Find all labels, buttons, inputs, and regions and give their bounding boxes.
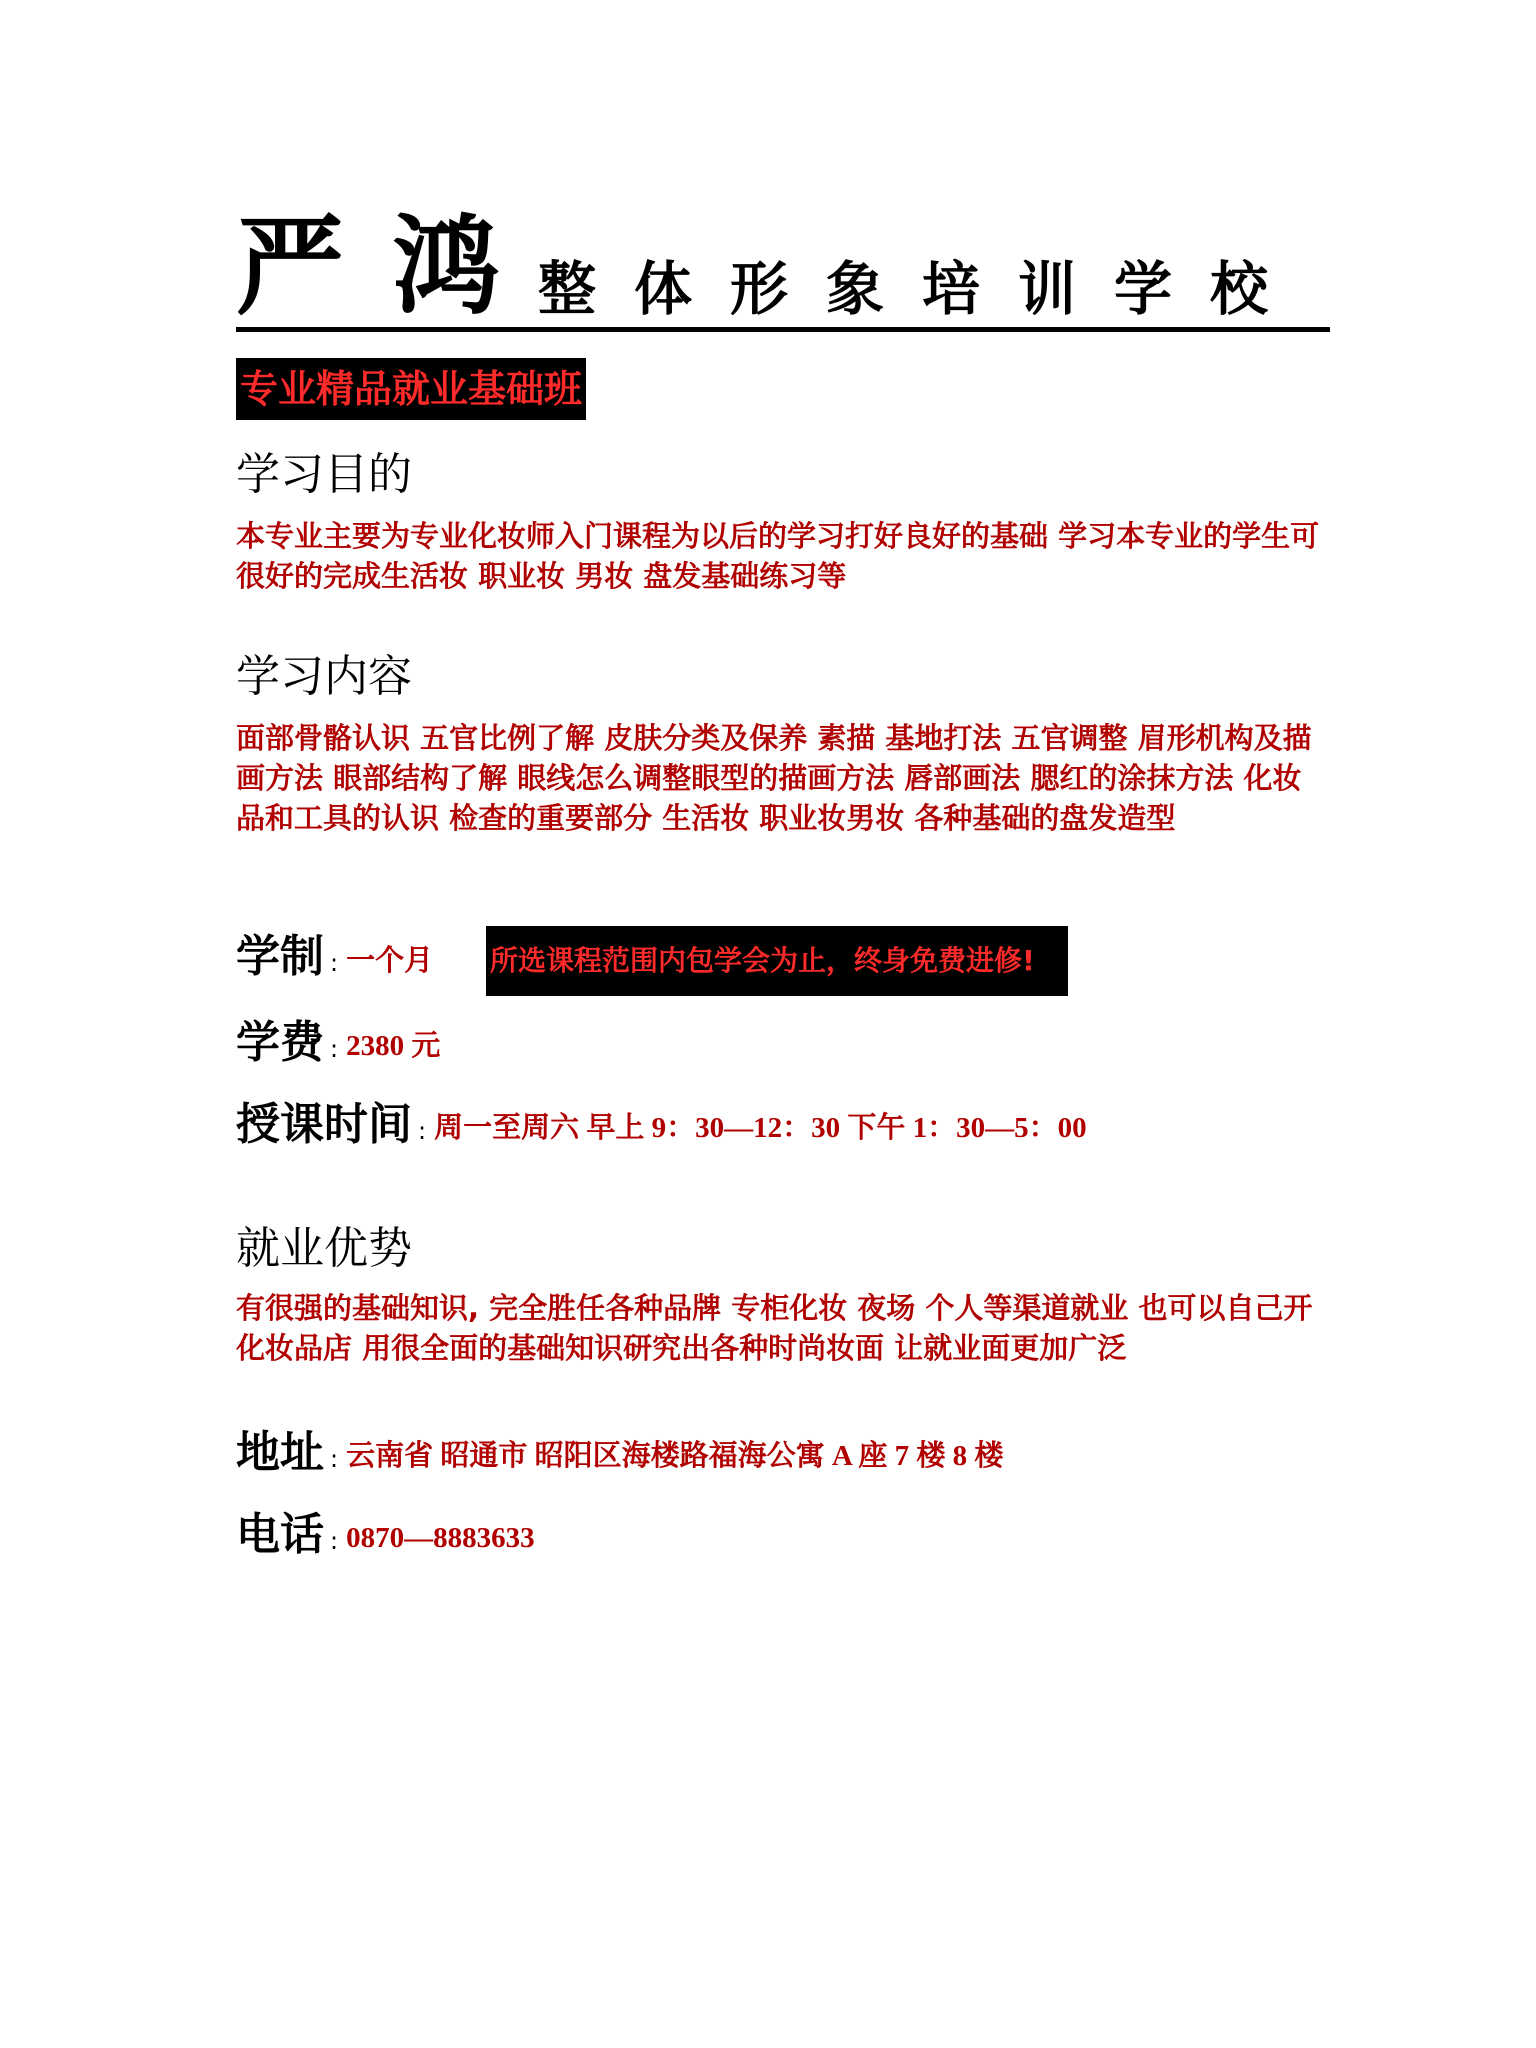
content-body: 面部骨骼认识 五官比例了解 皮肤分类及保养 素描 基地打法 五官调整 眉形机构及描画方法 眼部结构了解 眼线怎么调整眼型的描画方法 唇部画法 腮红的涂抹方法 化妆品和工具的认识 检查的重要部分 生活妆 职业妆男妆 各种基础的盘发造型	[236, 721, 1312, 835]
content-heading: 学习内容	[236, 651, 412, 702]
class-badge: 专业精品就业基础班	[236, 358, 586, 420]
phone-value: 0870—8883633	[346, 1522, 535, 1554]
school-title	[236, 205, 1330, 332]
employment-body: 有很强的基础知识, 完全胜任各种品牌 专柜化妆 夜场 个人等渠道就业 也可以自己开化妆品店 用很全面的基础知识研究出各种时尚妆面 让就业面更加广泛	[236, 1291, 1313, 1365]
address-row	[236, 1426, 1003, 1480]
fee-value: 2380 元	[346, 1030, 441, 1062]
duration-row	[236, 930, 433, 984]
schedule-label: 授课时间	[236, 1099, 412, 1150]
address-colon: :	[330, 1445, 339, 1473]
duration-value: 一个月	[346, 943, 434, 977]
phone-label: 电话	[236, 1509, 324, 1560]
school-subtitle: 整体形象培训学校	[538, 255, 1307, 323]
employment-heading: 就业优势	[236, 1223, 412, 1274]
phone-row	[236, 1508, 535, 1562]
purpose-heading: 学习目的	[236, 449, 412, 500]
schedule-value: 周一至周六 早上 9：30—12：30 下午 1：30—5：00	[434, 1112, 1087, 1144]
duration-colon: :	[330, 949, 339, 977]
fee-row	[236, 1016, 440, 1070]
schedule-row	[236, 1098, 1087, 1152]
address-label: 地址	[236, 1427, 324, 1478]
promo-badge: 所选课程范围内包学会为止，终身免费进修!	[486, 926, 1068, 996]
duration-label: 学制	[236, 931, 324, 982]
fee-label: 学费	[236, 1017, 324, 1068]
schedule-colon: :	[418, 1117, 427, 1145]
school-name: 严鸿	[236, 205, 549, 330]
address-value: 云南省 昭通市 昭阳区海楼路福海公寓 A 座 7 楼 8 楼	[346, 1440, 1004, 1472]
purpose-body: 本专业主要为专业化妆师入门课程为以后的学习打好良好的基础 学习本专业的学生可很好的完成生活妆 职业妆 男妆 盘发基础练习等	[236, 519, 1320, 593]
fee-colon: :	[330, 1035, 339, 1063]
phone-colon: :	[330, 1527, 339, 1555]
